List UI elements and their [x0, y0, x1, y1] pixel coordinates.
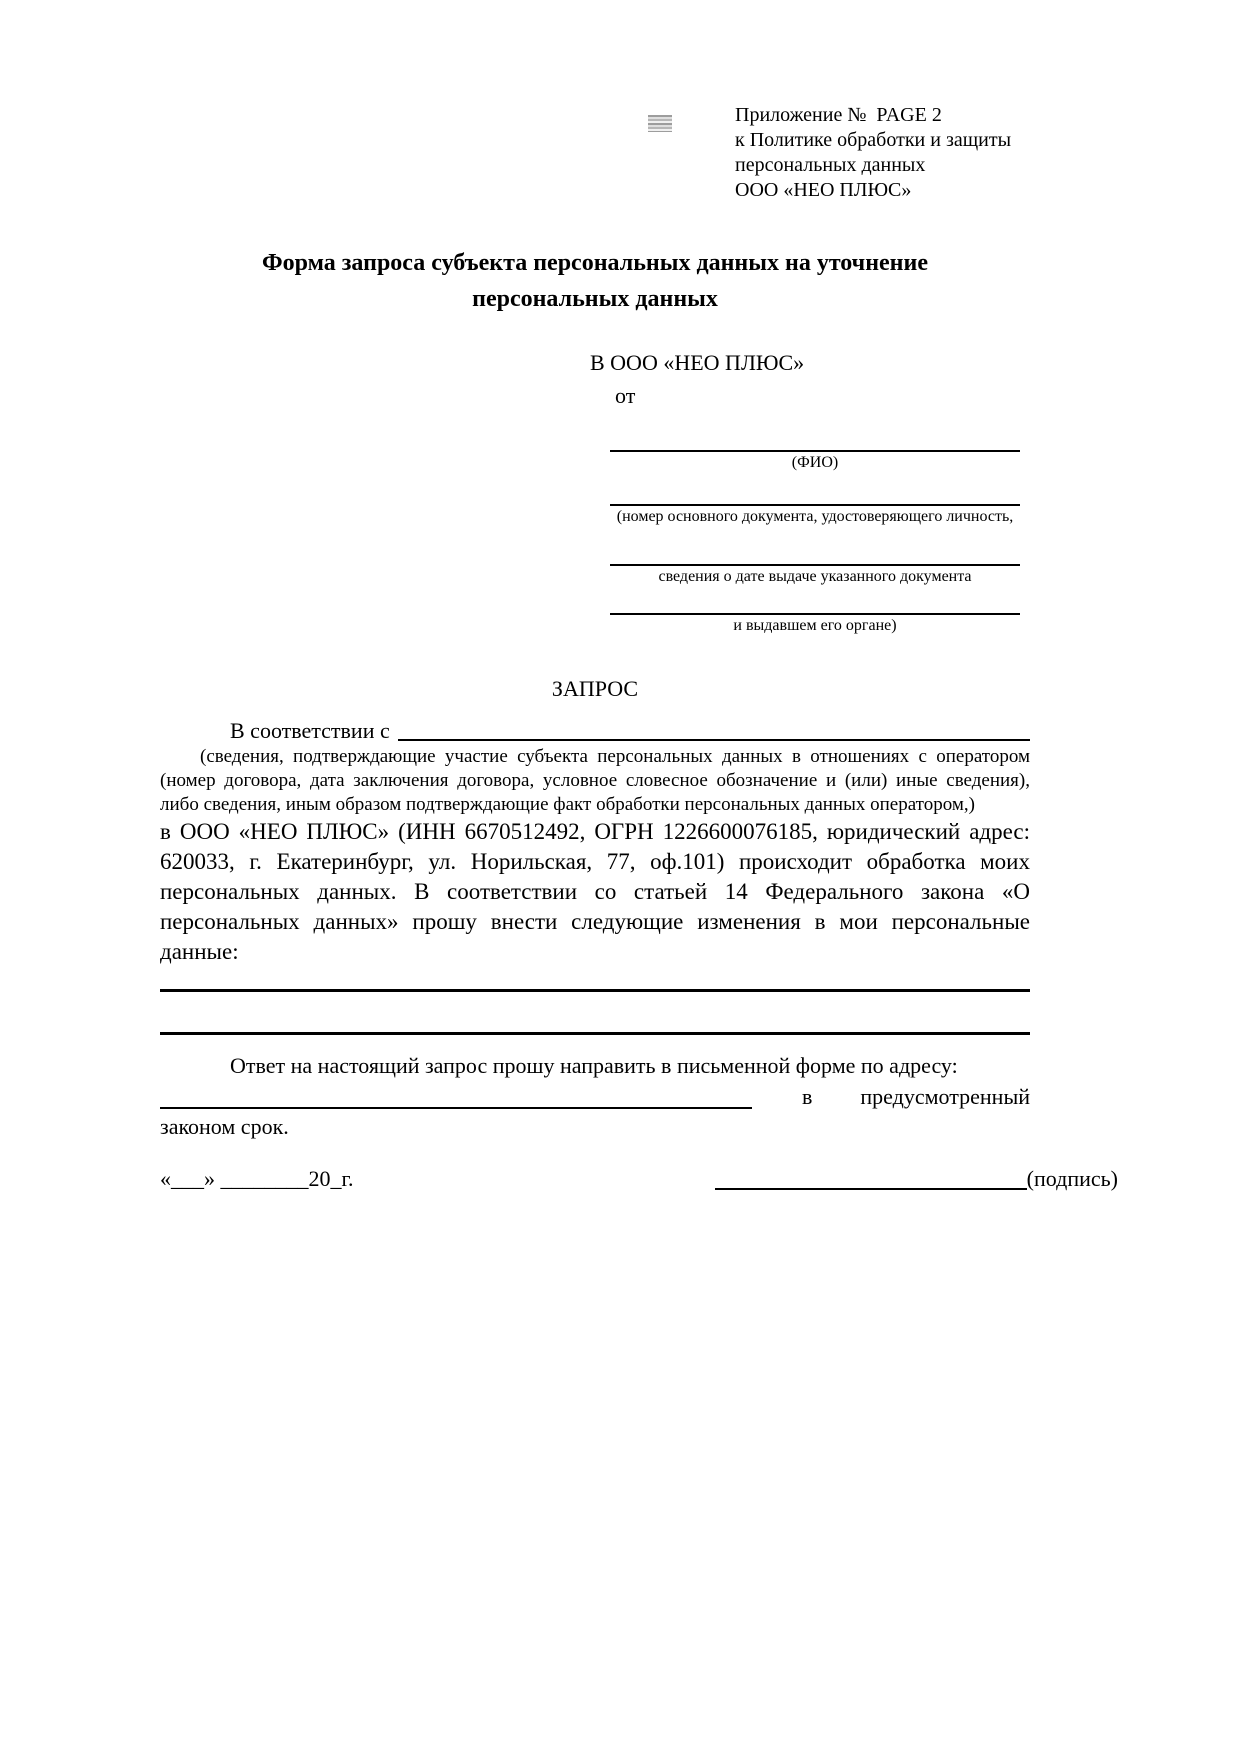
addressee-block	[590, 349, 1030, 637]
signature-blank-line	[715, 1164, 1027, 1190]
response-paragraph	[160, 1051, 1030, 1142]
from-label: от	[615, 383, 636, 408]
appendix-block	[735, 103, 1030, 203]
fio-caption: (ФИО)	[791, 454, 839, 471]
page-title: Форма запроса субъекта персональных данных на уточнение персональных данных	[262, 250, 928, 312]
address-blank-line	[160, 1081, 752, 1109]
changes-blank-line-2	[160, 1032, 1030, 1035]
appendix-line: Приложение № PAGE 2	[735, 104, 942, 126]
issuing-authority-blank-line	[610, 588, 1020, 615]
document-number-blank-line	[610, 474, 1020, 506]
appendix-line: персональных данных	[735, 154, 926, 176]
document-header	[160, 103, 1030, 203]
fine-print-note: (сведения, подтверждающие участие субъекта персональных данных в отношениях с оператором (номер договора, дата заключения договора, условное словесное обозначение и (или) иные сведения), либо сведения, иным образом подтверждающие факт обработки персональных данных оператором,)	[160, 746, 1030, 815]
request-heading: ЗАПРОС	[551, 676, 639, 701]
changes-blank-line-1	[160, 989, 1030, 992]
issue-date-caption: сведения о дате выдаче указанного документа	[658, 568, 972, 585]
appendix-line: ООО «НЕО ПЛЮС»	[735, 179, 912, 201]
response-line1: Ответ на настоящий запрос прошу направить в письменной форме по адресу:	[230, 1053, 958, 1078]
document-number-caption: (номер основного документа, удостоверяющего личность,	[616, 508, 1014, 525]
response-word: в	[802, 1084, 813, 1109]
stripes-artifact-icon	[648, 115, 672, 132]
issuing-authority-caption: и выдавшем его органе)	[733, 617, 897, 634]
intro-blank-line	[398, 717, 1030, 741]
response-line3: законом срок.	[160, 1114, 289, 1139]
signature-caption: (подпись)	[1026, 1166, 1118, 1191]
date-line: «___» ________20_г.	[160, 1166, 354, 1191]
response-line2	[160, 1081, 1030, 1112]
request-body-paragraph: в ООО «НЕО ПЛЮС» (ИНН 6670512492, ОГРН 1226600076185, юридический адрес: 620033, г. Екатеринбург, ул. Норильская, 77, оф.101) происходит обработка моих персональных данных. В соответствии со статьей 14 Федерального закона «О персональных данных» прошу внести следующие изменения в мои персональные данные:	[160, 819, 1030, 964]
date-signature-row	[160, 1164, 1118, 1194]
addressee-to-line: В ООО «НЕО ПЛЮС»	[590, 350, 805, 375]
fio-blank-line	[610, 410, 1020, 452]
intro-prefix: В соответствии с	[230, 718, 390, 743]
issue-date-blank-line	[610, 528, 1020, 566]
addressee-fields	[610, 410, 1020, 637]
response-word: предусмотренный	[860, 1084, 1030, 1109]
intro-line	[160, 717, 1030, 745]
document-content	[160, 0, 1118, 1194]
signature-area	[715, 1164, 1118, 1194]
appendix-line: к Политике обработки и защиты	[735, 129, 1012, 151]
